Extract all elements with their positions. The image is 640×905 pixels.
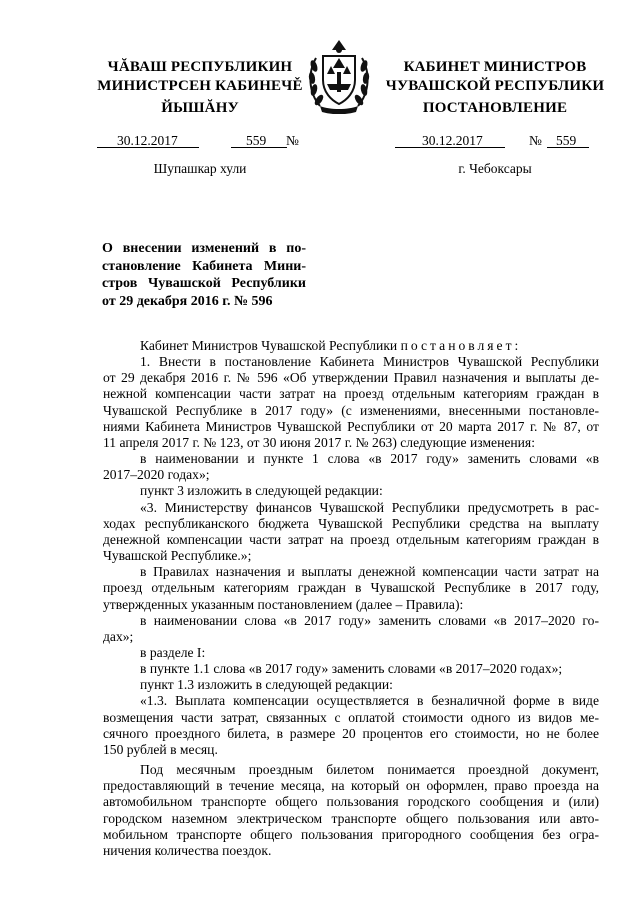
body-line: сячного проездного билета, в размере 20 процентов его стоимости, но не более [103,725,599,741]
paragraphs-container [103,354,599,859]
intro-line [103,338,599,354]
body-line: предоставляющий в течение месяца, на который он оформлен, право проезда на [103,778,599,794]
body-line: ниями Кабинета Министров Чувашской Республики от 20 марта 2017 г. № 87, от [103,418,599,434]
body-line: ничения количества поездок. [103,842,272,858]
body-line: 150 рублей в месяц. [103,741,218,757]
body-line: 1. Внести в постановление Кабинета Министров Чувашской Республики [140,354,599,370]
left-org-line2: МИНИСТРСЕН КАБИНЕЧĚ [97,78,303,94]
body-line: мобильном транспорте общего пользования пригородного сообщения без огра- [103,826,599,842]
left-date-number-line [97,133,311,149]
intro-prefix: Кабинет Министров Чувашской Республики [140,338,401,353]
subject-line: от 29 декабря 2016 г. № 596 [102,293,273,309]
body-line: проезд отдельным категориям граждан в Чувашской Республике в 2017 году, [103,580,599,596]
left-number-sign: № [286,133,299,148]
body-line: утвержденных указанным постановлением (далее – Правила): [103,596,464,612]
body-line: возмещения части затрат, связанных с оплатой стоимости одного из видов ме- [103,709,599,725]
left-city: Шупашкар хули [153,161,247,176]
body-line: нежной компенсации части затрат на проезд отдельным категориям граждан в [103,386,599,402]
body-line: 2017–2020 годах»; [103,467,210,483]
right-header [380,58,610,96]
right-number: 559 [556,133,577,148]
body-line: Чувашской Республике в 2017 году» (с изменениями, внесенными постановле- [103,402,599,418]
body-line: пункт 3 изложить в следующей редакции: [140,483,383,499]
body-line: ходах республиканского бюджета Чувашской Республики средства на выплату [103,515,599,531]
body-line: в разделе I: [140,644,206,660]
body-line: городском наземном электрическом транспорте общего пользования или авто- [103,810,599,826]
body-line: 11 апреля 2017 г. № 123, от 30 июня 2017 г. № 263) следующие изменения: [103,434,535,450]
body-line: Чувашской Республике.»; [103,548,252,564]
subject-line: стров Чувашской Республики [102,276,306,291]
right-date: 30.12.2017 [422,133,483,148]
body-line: в наименовании и пункте 1 слова «в 2017 году» заменить словами «в [140,451,599,467]
subject-line: О внесении изменений в по- [102,241,306,256]
body-line: пункт 1.3 изложить в следующей редакции: [140,677,393,693]
body-line: дах»; [103,628,134,644]
body-line: от 29 декабря 2016 г. № 596 «Об утверждении Правил назначения и выплаты де- [103,370,599,386]
right-org-line2: ЧУВАШСКОЙ РЕСПУБЛИКИ [385,78,605,94]
body-line: денежной компенсации части затрат на проезд отдельным категориям граждан в [103,531,599,547]
body-line: «1.3. Выплата компенсации осуществляется в безналичной форме в виде [140,693,599,709]
left-doc-type: ЙЫШĂНУ [161,100,239,116]
right-org-line1: КАБИНЕТ МИНИСТРОВ [403,59,587,75]
left-number: 559 [246,133,267,148]
document-body [103,338,599,859]
body-line: Под месячным проездным билетом понимается проездной документ, [140,762,599,778]
intro-spaced: постановляет: [400,338,522,353]
right-date-number-line [395,133,595,149]
body-line: «3. Министерству финансов Чувашской Республики предусмотреть в рас- [140,499,599,515]
coat-of-arms-emblem [306,36,372,114]
left-org-line1: ЧĂВАШ РЕСПУБЛИКИН [107,59,293,75]
body-line: автомобильном транспорте общего пользования городского сообщения и (или) [103,794,599,810]
document-subject [102,240,306,310]
right-number-sign: № [529,133,542,148]
right-doc-type: ПОСТАНОВЛЕНИЕ [422,100,568,116]
body-line: в пункте 1.1 слова «в 2017 году» заменить словами «в 2017–2020 годах»; [140,661,563,677]
body-line: в Правилах назначения и выплаты денежной компенсации части затрат на [140,564,599,580]
body-line: в наименовании слова «в 2017 году» заменить словами «в 2017–2020 го- [140,612,599,628]
subject-line: становление Кабинета Мини- [102,258,306,274]
right-city: г. Чебоксары [458,161,532,176]
left-date: 30.12.2017 [117,133,178,148]
emblem-icon [306,36,372,114]
left-header [90,58,310,96]
